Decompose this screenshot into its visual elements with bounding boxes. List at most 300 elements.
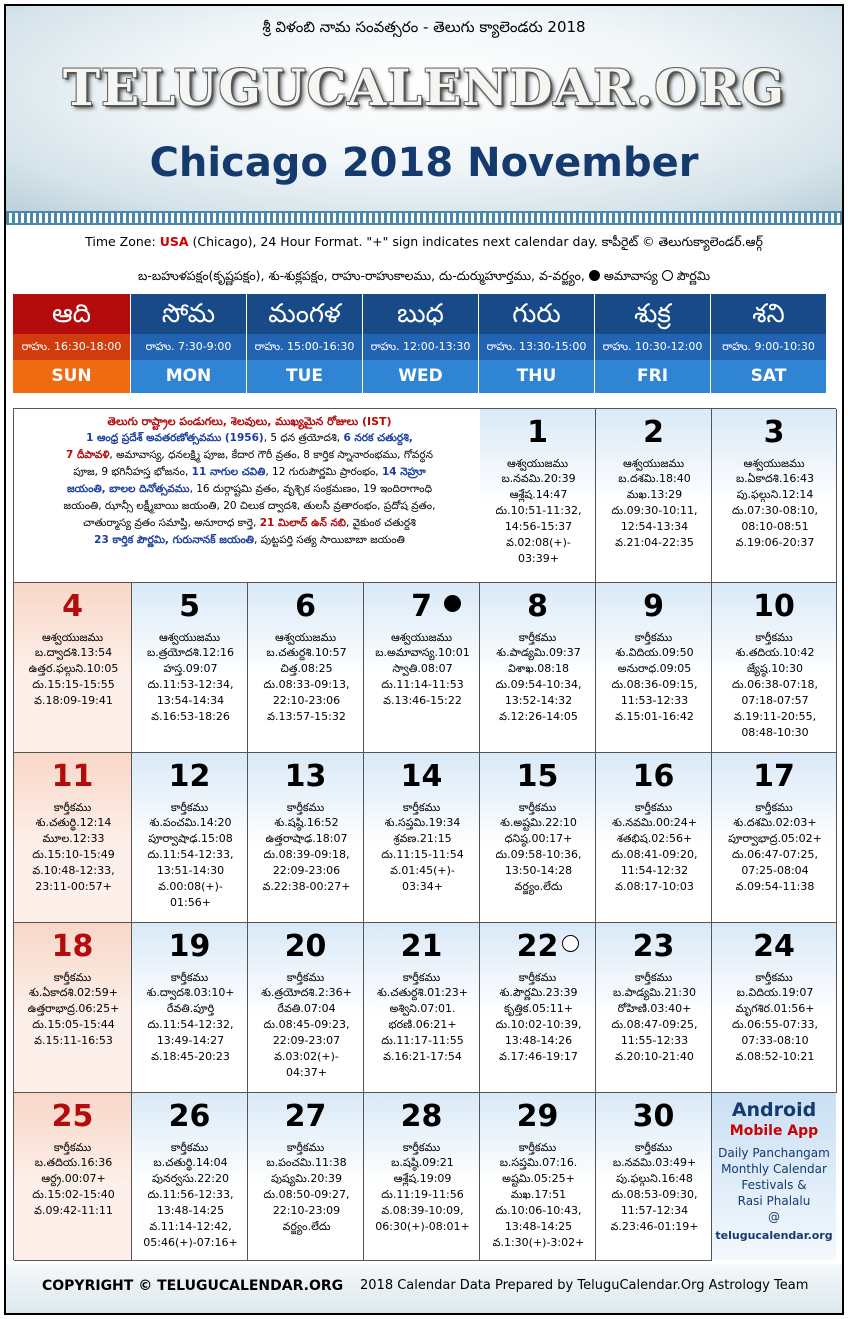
- detail-line: దు.08:39-09:18,: [263, 848, 350, 861]
- detail-line: అష్టమి.05:25+: [502, 1172, 575, 1185]
- detail-line: దు.11:54-12:33,: [147, 848, 234, 861]
- detail-line: దు.09:54-10:34,: [495, 678, 582, 691]
- detail-line: భరణి.06:21+: [388, 1018, 457, 1031]
- detail-line: బ.త్రయోదశి.12:16: [147, 646, 234, 659]
- detail-line: పు.ఫల్గుని.16:48: [616, 1172, 693, 1185]
- day-number: 8: [527, 589, 548, 624]
- day-number: 22: [516, 929, 559, 964]
- day-number: 2: [643, 415, 664, 450]
- day-number: 24: [753, 929, 795, 964]
- detail-line: 07:33-08:10: [741, 1034, 809, 1047]
- day-cell[interactable]: [712, 923, 837, 1093]
- panchangam-details: [486, 985, 591, 1065]
- banner: [6, 6, 842, 211]
- weekday-tel-label: శని: [711, 294, 826, 334]
- day-number: 28: [400, 1099, 443, 1134]
- detail-line: వ.02:08(+)-: [506, 536, 571, 549]
- day-number: 10: [753, 589, 795, 624]
- day-number: 17: [753, 759, 795, 794]
- day-number: 6: [295, 589, 316, 624]
- day-cell[interactable]: [132, 753, 248, 923]
- weekday-header-tue: [247, 294, 363, 404]
- festival-line: జయంతి, బాలల దినోత్సవము, 16 దుర్గాష్టమి వ్రతం, వృశ్చిక సంక్రమణం, 19 ఇందిరాగాంధి: [66, 483, 433, 495]
- day-cell[interactable]: [596, 1093, 712, 1261]
- detail-line: 01:56+: [170, 896, 211, 909]
- detail-line: దు.08:36-09:15,: [611, 678, 698, 691]
- day-number: 18: [51, 929, 94, 964]
- detail-line: 13:48-14:25: [156, 1204, 225, 1217]
- weekday-rahu-label: రాహు. 7:30-9:00: [131, 334, 246, 360]
- lunar-month: కార్తీకము: [634, 971, 673, 984]
- new-moon-icon: [444, 595, 461, 612]
- weekday-eng-label: WED: [363, 360, 478, 393]
- lunar-month: కార్తీకము: [286, 971, 325, 984]
- panchangam-details: [718, 471, 832, 551]
- detail-line: మఖ.13:29: [626, 488, 683, 501]
- detail-line: వ.00:08(+)-: [158, 880, 223, 893]
- detail-line: బ.ఏకాదశి.16:43: [735, 472, 815, 485]
- weekday-eng-label: MON: [131, 360, 246, 393]
- weekday-header-wed: [363, 294, 479, 404]
- day-number: 9: [643, 589, 664, 624]
- panchangam-details: [138, 815, 243, 911]
- detail-line: వ.13:46-15:22: [383, 694, 462, 707]
- festival-heading: తెలుగు రాష్ట్రాల పండుగలు, శెలవులు, ముఖ్యమైన రోజులు (IST): [107, 415, 392, 428]
- lunar-month: కార్తీకము: [53, 1141, 92, 1154]
- lunar-month: కార్తీకము: [53, 971, 92, 984]
- full-moon-icon: [662, 270, 673, 281]
- detail-line: ఆశ్లేష.19:09: [393, 1172, 452, 1185]
- ad-subtitle: Mobile App: [729, 1123, 819, 1139]
- detail-line: వర్జ్యం.లేదు: [514, 880, 563, 893]
- weekday-eng-label: FRI: [595, 360, 710, 393]
- detail-line: ధనిష్ఠ.00:17+: [504, 832, 573, 845]
- panchangam-details: [20, 645, 127, 709]
- detail-line: 08:48-10:30: [741, 726, 809, 739]
- lunar-month: కార్తీకము: [518, 631, 557, 644]
- day-cell[interactable]: [596, 753, 712, 923]
- detail-line: శు.పంచమి.14:20: [149, 816, 232, 829]
- ad-features: Daily Panchangam Monthly Calendar Festivals & Rasi Phalalu @: [718, 1146, 830, 1224]
- lunar-month: ఆశ్వయుజము: [41, 631, 104, 644]
- detail-line: శు.చతుర్దశి.01:23+: [376, 986, 469, 999]
- detail-line: జ్యేష్ఠ.10:30: [747, 662, 803, 675]
- detail-line: మృగశిర.01:56+: [735, 1002, 815, 1015]
- lunar-month: కార్తీకము: [634, 801, 673, 814]
- detail-line: మూల.12:33: [42, 832, 105, 845]
- panchangam-details: [370, 1155, 475, 1235]
- panchangam-details: [602, 1155, 707, 1235]
- panchangam-details: [370, 645, 475, 709]
- lunar-month: ఆశ్వయుజము: [743, 457, 805, 470]
- panchangam-details: [718, 645, 832, 741]
- detail-line: శు.పౌర్ణమి.23:39: [499, 986, 578, 999]
- day-cell[interactable]: [480, 753, 596, 923]
- festival-line: జయంతి, ఝాన్సీ లక్ష్మీబాయి జయంతి, 20 చిలుక ద్వాదశి, తులసీ వ్రతారంభం, ప్రదోష వ్రతం,: [63, 500, 436, 512]
- lunar-month: ఆశ్వయుజము: [506, 457, 569, 470]
- detail-line: బ.సప్తమి.07:16.: [499, 1156, 578, 1169]
- detail-line: 11:53-12:33: [620, 694, 689, 707]
- detail-line: శ్రవణ.21:15: [393, 832, 452, 845]
- ad-site-link[interactable]: telugucalendar.org: [715, 1229, 833, 1242]
- detail-line: 11:55-12:33: [620, 1034, 689, 1047]
- detail-line: వ.08:17-10:03: [615, 880, 694, 893]
- detail-line: 13:48-14:25: [504, 1220, 573, 1233]
- detail-line: వ.03:02(+)-: [274, 1050, 339, 1063]
- detail-line: దు.11:56-12:33,: [147, 1188, 234, 1201]
- day-cell[interactable]: [248, 923, 364, 1093]
- weekday-tel-label: సోమ: [131, 294, 246, 334]
- detail-line: బ.విదియ.19:07: [736, 986, 814, 999]
- site-logo[interactable]: TELUGUCALENDAR.ORG: [62, 58, 786, 117]
- day-number: 27: [284, 1099, 327, 1134]
- detail-line: ఆశ్లేష.14:47: [509, 488, 568, 501]
- detail-line: పు.ఫల్గుని.12:14: [736, 488, 814, 501]
- detail-line: దు.08:50-09:27,: [263, 1188, 350, 1201]
- detail-line: శు.విదియ.09:50: [615, 646, 694, 659]
- panchangam-details: [602, 471, 707, 551]
- lunar-month: కార్తీకము: [755, 631, 793, 644]
- lunar-month: కార్తీకము: [518, 1141, 557, 1154]
- day-cell[interactable]: [248, 1093, 364, 1261]
- detail-line: వ.1:30(+)-3:02+: [492, 1236, 585, 1249]
- weekday-eng-label: TUE: [247, 360, 362, 393]
- lunar-month: కార్తీకము: [170, 971, 209, 984]
- detail-line: శు.తదియ.10:42: [735, 646, 815, 659]
- lunar-month: ఆశ్వయుజము: [274, 631, 337, 644]
- panchangam-details: [20, 1155, 127, 1219]
- detail-line: పుష్యమి.20:39: [270, 1172, 343, 1185]
- detail-line: ఉత్తరాభాద్ర.06:25+: [27, 1002, 120, 1015]
- detail-line: వ.16:53-18:26: [151, 710, 230, 723]
- weekday-rahu-label: రాహు. 12:00-13:30: [363, 334, 478, 360]
- detail-line: వ.19:06-20:37: [735, 536, 815, 549]
- detail-line: దు.11:14-11:53: [381, 678, 464, 691]
- detail-line: దు.08:41-09:20,: [611, 848, 698, 861]
- detail-line: రోహిణి.03:40+: [617, 1002, 692, 1015]
- detail-line: శు.అష్టమి.22:10: [500, 816, 577, 829]
- lunar-month: కార్తీకము: [402, 971, 441, 984]
- ad-title: Android: [731, 1099, 817, 1121]
- panchangam-details: [602, 645, 707, 725]
- detail-line: వ.23:46-01:19+: [610, 1220, 699, 1233]
- day-number: 5: [179, 589, 200, 624]
- detail-line: శు.చతుర్థి.12:14: [35, 816, 112, 829]
- detail-line: పూర్వాషాఢ.15:08: [148, 832, 233, 845]
- detail-line: వ.12:26-14:05: [499, 710, 578, 723]
- day-cell[interactable]: [712, 753, 837, 923]
- weekday-rahu-label: రాహు. 13:30-15:00: [479, 334, 594, 360]
- detail-line: దు.10:02-10:39,: [495, 1018, 582, 1031]
- day-cell[interactable]: [132, 583, 248, 753]
- weekday-tel-label: మంగళ: [247, 294, 362, 334]
- day-cell[interactable]: [712, 583, 837, 753]
- detail-line: కృత్తిక.05:11+: [504, 1002, 573, 1015]
- detail-line: బ.పాడ్యమి.21:30: [613, 986, 696, 999]
- detail-line: పూర్వాభాద్ర.05:02+: [728, 832, 822, 845]
- detail-line: దు.09:58-10:36,: [495, 848, 582, 861]
- day-number: 11: [51, 759, 94, 794]
- decorative-border: [6, 211, 842, 225]
- timezone-note: Time Zone: USA (Chicago), 24 Hour Format. "+" sign indicates next calendar day. కాపీరైట్ © తెలుగుక్యాలెండర్.ఆర్గ్: [85, 234, 763, 249]
- detail-line: బ.చతుర్థి.14:04: [153, 1156, 228, 1169]
- day-number: 15: [516, 759, 559, 794]
- detail-line: వ.13:57-15:32: [267, 710, 346, 723]
- detail-line: దు.11:15-11:54: [381, 848, 464, 861]
- detail-line: స్వాతి.08:07: [392, 662, 453, 675]
- panchangam-details: [370, 985, 475, 1065]
- detail-line: వ.15:11-16:53: [34, 1034, 113, 1047]
- detail-line: శు.దశమి.02:03+: [733, 816, 817, 829]
- detail-line: శు.నవమి.00:24+: [612, 816, 697, 829]
- detail-line: శు.షష్ఠి.16:52: [274, 816, 339, 829]
- panchangam-details: [254, 815, 359, 895]
- day-number: 14: [400, 759, 443, 794]
- panchangam-details: [20, 985, 127, 1049]
- day-number: 26: [168, 1099, 211, 1134]
- detail-line: వ.21:04-22:35: [615, 536, 694, 549]
- day-number: 13: [284, 759, 327, 794]
- day-number: 19: [168, 929, 211, 964]
- day-number: 1: [527, 415, 548, 450]
- detail-line: వ.09:42-11:11: [34, 1204, 113, 1217]
- day-cell[interactable]: [248, 753, 364, 923]
- page-title: Chicago 2018 November: [149, 140, 699, 186]
- panchangam-details: [718, 815, 832, 895]
- panchangam-details: [370, 815, 475, 895]
- lunar-month: ఆశ్వయుజము: [390, 631, 453, 644]
- detail-line: విశాఖ.08:18: [507, 662, 570, 675]
- detail-line: దు.08:47-09:25,: [611, 1018, 698, 1031]
- detail-line: దు.15:15-15:55: [32, 678, 115, 691]
- detail-line: వ.09:54-11:38: [735, 880, 815, 893]
- detail-line: 14:56-15:37: [504, 520, 573, 533]
- detail-line: బ.నవమి.20:39: [501, 472, 576, 485]
- detail-line: 08:10-08:51: [741, 520, 809, 533]
- day-cell[interactable]: [596, 583, 712, 753]
- weekday-rahu-label: రాహు. 10:30-12:00: [595, 334, 710, 360]
- day-cell[interactable]: [132, 1093, 248, 1261]
- detail-line: 22:09-23:06: [272, 864, 341, 877]
- detail-line: శు.ఏకాదశి.02:59+: [29, 986, 118, 999]
- day-cell[interactable]: [480, 1093, 596, 1261]
- detail-line: బ.ద్వాదశి.13:54: [34, 646, 113, 659]
- weekday-rahu-label: రాహు. 16:30-18:00: [13, 334, 130, 360]
- new-moon-icon: [589, 270, 600, 281]
- detail-line: బ.చతుర్దశి.10:57: [266, 646, 347, 659]
- detail-line: పునర్వసు.22:20: [152, 1172, 229, 1185]
- day-cell[interactable]: [248, 583, 364, 753]
- detail-line: బ.పంచమి.11:38: [266, 1156, 347, 1169]
- day-cell[interactable]: [712, 409, 837, 583]
- lunar-month: కార్తీకము: [170, 1141, 209, 1154]
- detail-line: బ.షష్ఠి.09:21: [391, 1156, 454, 1169]
- weekday-rahu-label: రాహు. 15:00-16:30: [247, 334, 362, 360]
- day-number: 23: [632, 929, 675, 964]
- detail-line: చిత్త.08:25: [280, 662, 333, 675]
- detail-line: వ.08:52-10:21: [735, 1050, 815, 1063]
- lunar-month: కార్తీకము: [755, 971, 793, 984]
- weekday-header-fri: [595, 294, 711, 404]
- detail-line: దు.08:33-09:13,: [263, 678, 350, 691]
- detail-line: బ.అమావాస్య.10:01: [375, 646, 470, 659]
- festival-line: చాతుర్మాస్య వ్రతం సమాప్తి, అనూరాధ కార్తె, 21 మిలాద్ ఉన్ నబి, వైకుంఠ చతుర్దశి: [83, 517, 416, 529]
- country-label: USA: [159, 234, 189, 249]
- detail-line: 13:48-14:26: [504, 1034, 573, 1047]
- detail-line: 04:37+: [286, 1066, 327, 1079]
- day-number: 21: [400, 929, 443, 964]
- lunar-month: కార్తీకము: [634, 1141, 673, 1154]
- detail-line: వర్జ్యం.లేదు: [282, 1220, 331, 1233]
- day-number: 29: [516, 1099, 559, 1134]
- detail-line: వ.11:14-12:42,: [149, 1220, 232, 1233]
- detail-line: ఉత్తరాషాఢ.18:07: [265, 832, 348, 845]
- detail-line: దు.11:53-12:34,: [147, 678, 234, 691]
- panchangam-details: [254, 645, 359, 725]
- detail-line: శు.పాడ్యమి.09:37: [496, 646, 581, 659]
- detail-line: వ.22:38-00:27+: [262, 880, 351, 893]
- detail-line: దు.11:19-11:56: [381, 1188, 464, 1201]
- weekday-eng-label: THU: [479, 360, 594, 393]
- panchangam-details: [486, 645, 591, 725]
- day-cell[interactable]: [14, 583, 132, 753]
- detail-line: వ.16:21-17:54: [383, 1050, 462, 1063]
- detail-line: 06:30(+)-08:01+: [375, 1220, 470, 1233]
- detail-line: 13:54-14:34: [156, 694, 225, 707]
- detail-line: దు.06:47-07:25,: [732, 848, 818, 861]
- weekday-eng-label: SAT: [711, 360, 826, 393]
- day-cell[interactable]: [364, 923, 480, 1093]
- day-cell[interactable]: [364, 1093, 480, 1261]
- lunar-month: కార్తీకము: [518, 971, 557, 984]
- day-number: 25: [51, 1099, 94, 1134]
- detail-line: రేవతి.07:04: [277, 1002, 336, 1015]
- lunar-month: కార్తీకము: [402, 1141, 441, 1154]
- day-cell[interactable]: [14, 753, 132, 923]
- weekday-header-mon: [131, 294, 247, 404]
- panchangam-details: [486, 1155, 591, 1251]
- panchangam-details: [138, 1155, 243, 1251]
- day-cell[interactable]: [480, 923, 596, 1093]
- day-cell[interactable]: [480, 409, 596, 583]
- detail-line: వ.17:46-19:17: [499, 1050, 578, 1063]
- day-cell[interactable]: [14, 1093, 132, 1261]
- lunar-month: కార్తీకము: [402, 801, 441, 814]
- weekday-rahu-label: రాహు. 9:00-10:30: [711, 334, 826, 360]
- detail-line: వ.19:11-20:55,: [733, 710, 817, 723]
- day-number: 20: [284, 929, 327, 964]
- detail-line: వ.08:39-10:09,: [381, 1204, 464, 1217]
- day-cell[interactable]: [364, 753, 480, 923]
- day-cell[interactable]: [596, 409, 712, 583]
- panchangam-details: [254, 1155, 359, 1235]
- day-cell[interactable]: [132, 923, 248, 1093]
- detail-line: 03:39+: [518, 552, 559, 565]
- weekday-header-sat: [711, 294, 827, 404]
- panchangam-details: [254, 985, 359, 1081]
- day-cell[interactable]: [596, 923, 712, 1093]
- lunar-month: కార్తీకము: [518, 801, 557, 814]
- detail-line: వ.15:01-16:42: [615, 710, 694, 723]
- detail-line: 13:51-14:30: [156, 864, 225, 877]
- day-number: 16: [632, 759, 675, 794]
- detail-line: బ.తదియ.16:36: [34, 1156, 113, 1169]
- detail-line: 07:25-08:04: [741, 864, 809, 877]
- detail-line: ఆర్ద్ర.00:07+: [41, 1172, 106, 1185]
- detail-line: దు.11:54-12:32,: [147, 1018, 234, 1031]
- detail-line: వ.18:09-19:41: [34, 694, 113, 707]
- detail-line: వ.01:45(+)-: [390, 864, 455, 877]
- android-app-ad[interactable]: [712, 1093, 836, 1260]
- festival-list: [14, 409, 486, 583]
- detail-line: 05:46(+)-07:16+: [143, 1236, 238, 1249]
- panchangam-details: [718, 985, 832, 1065]
- day-number: 7: [411, 589, 432, 624]
- lunar-month: కార్తీకము: [53, 801, 92, 814]
- detail-line: అశ్విని.07:01.: [389, 1002, 456, 1015]
- lunar-month: కార్తీకము: [286, 801, 325, 814]
- day-number: 4: [62, 589, 83, 624]
- detail-line: శతభిష.02:56+: [616, 832, 693, 845]
- detail-line: ఉత్తర.ఫల్గుని.10:05: [28, 662, 119, 675]
- panchangam-details: [486, 815, 591, 895]
- detail-line: దు.15:02-15:40: [32, 1188, 115, 1201]
- abbreviation-legend: బ-బహుళపక్షం(కృష్ణపక్షం), శు-శుక్లపక్షం, రాహు-రాహుకాలము, దు-దుర్ముహూర్తము, వ-వర్జ్యం, అమావాస్య పౌర్ణమి: [137, 268, 711, 283]
- detail-line: దు.06:55-07:33,: [732, 1018, 818, 1031]
- detail-line: 11:57-12:34: [620, 1204, 689, 1217]
- footer-credit: 2018 Calendar Data Prepared by TeluguCalendar.Org Astrology Team: [360, 1278, 809, 1293]
- detail-line: బ.దశమి.18:40: [618, 472, 691, 485]
- day-cell[interactable]: [364, 583, 480, 753]
- detail-line: వ.10:48-12:33,: [32, 864, 115, 877]
- day-cell[interactable]: [480, 583, 596, 753]
- panchangam-details: [138, 645, 243, 725]
- detail-line: మఖ.17:51: [510, 1188, 567, 1201]
- day-number: 30: [632, 1099, 675, 1134]
- weekday-tel-label: శుక్ర: [595, 294, 710, 334]
- festival-line: 1 ఆంధ్ర ప్రదేశ్ అవతరణోత్సవము (1956), 5 ధన త్రయోదశి, 6 నరక చతుర్దశి,: [86, 432, 413, 444]
- detail-line: బ.నవమి.03:49+: [612, 1156, 697, 1169]
- panchangam-details: [602, 985, 707, 1065]
- detail-line: దు.08:45-09:23,: [263, 1018, 350, 1031]
- festival-line: పూజ, 9 భగినీహస్త భోజనం, 11 నాగుల చవితి, 12 గురుపౌర్ణమి ప్రారంభం, 14 నెహ్రూ: [73, 466, 426, 478]
- detail-line: దు.15:10-15:49: [32, 848, 115, 861]
- weekday-header-thu: [479, 294, 595, 404]
- detail-line: 13:49-14:27: [156, 1034, 225, 1047]
- detail-line: అనురాధ.09:05: [617, 662, 692, 675]
- detail-line: 03:34+: [402, 880, 443, 893]
- full-moon-icon: [562, 935, 579, 952]
- detail-line: 07:18-07:57: [741, 694, 809, 707]
- detail-line: 13:52-14:32: [504, 694, 573, 707]
- lunar-month: కార్తీకము: [286, 1141, 325, 1154]
- lunar-month: కార్తీకము: [755, 801, 793, 814]
- detail-line: రేవతి.పూర్తి: [166, 1002, 215, 1015]
- detail-line: దు.15:05-15:44: [32, 1018, 115, 1031]
- detail-line: 22:10-23:09: [272, 1204, 341, 1217]
- detail-line: దు.07:30-08:10,: [732, 504, 818, 517]
- day-cell[interactable]: [14, 923, 132, 1093]
- samvatsaram-line: శ్రీ విళంబి నామ సంవత్సరం - తెలుగు క్యాలెండరు 2018: [262, 18, 586, 36]
- detail-line: 11:54-12:32: [620, 864, 689, 877]
- panchangam-details: [602, 815, 707, 895]
- detail-line: వ.20:10-21:40: [615, 1050, 694, 1063]
- detail-line: 22:09-23:07: [272, 1034, 341, 1047]
- festival-line: 23 కార్తిక పౌర్ణమి, గురునానక్ జయంతి, పుట్టపర్తి సత్య సాయిబాబా జయంతి: [94, 534, 405, 546]
- footer-copyright: COPYRIGHT © TELUGUCALENDAR.ORG: [42, 1278, 344, 1294]
- calendar-frame: [4, 4, 844, 1315]
- detail-line: దు.06:38-07:18,: [732, 678, 818, 691]
